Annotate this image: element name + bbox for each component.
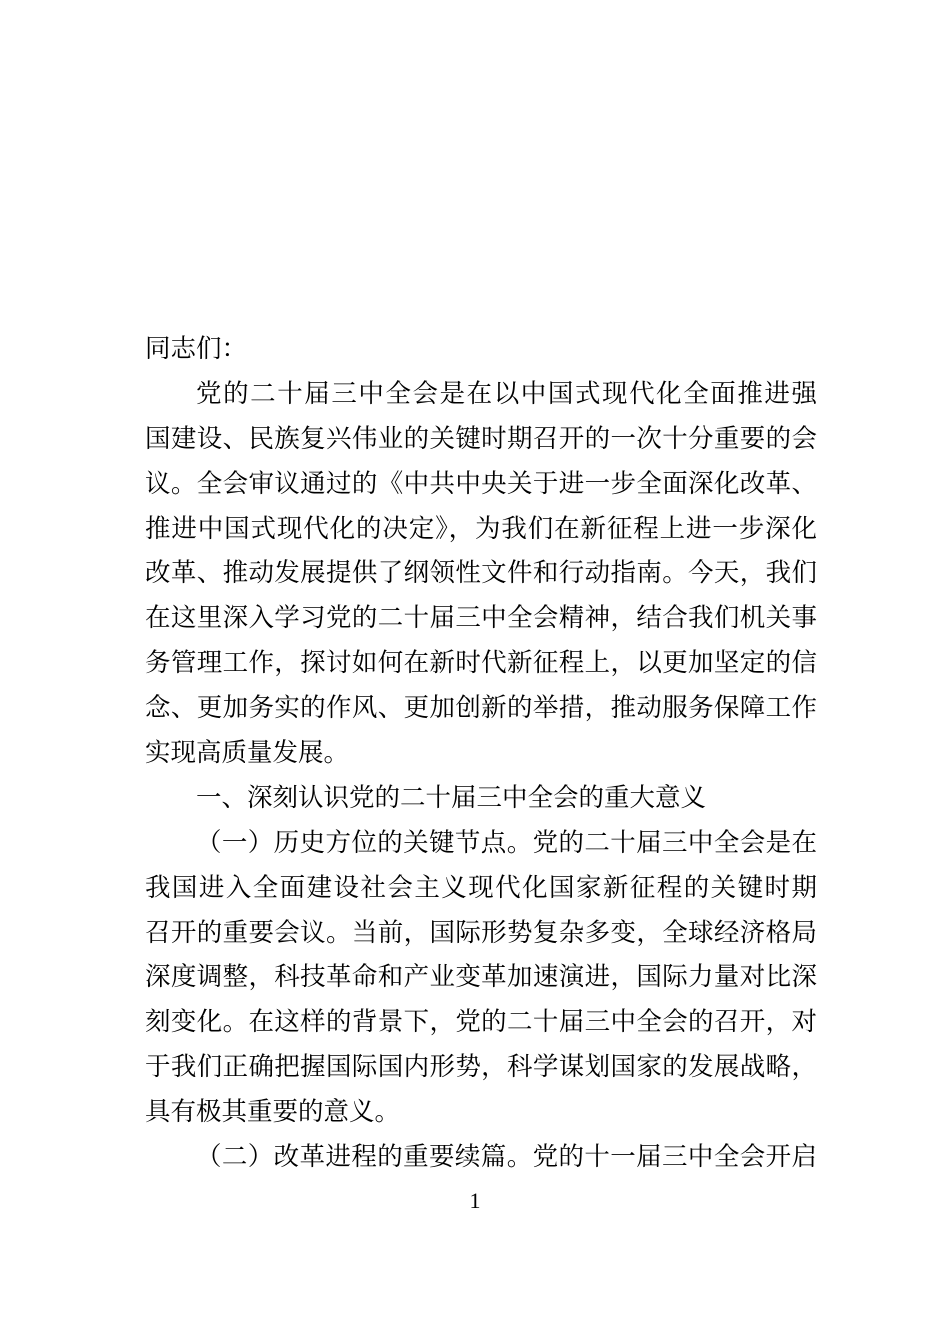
paragraph-line: 召开的重要会议。当前，国际形势复杂多变，全球经济格局 bbox=[145, 917, 817, 948]
page-number: 1 bbox=[469, 1188, 481, 1213]
paragraph-line: 党的二十届三中全会是在以中国式现代化全面推进强 bbox=[196, 378, 817, 409]
paragraph-2 bbox=[145, 821, 817, 1135]
paragraph-line: （一）历史方位的关键节点。党的二十届三中全会是在 bbox=[196, 827, 817, 858]
paragraph-line: 议。全会审议通过的《中共中央关于进一步全面深化改革、 bbox=[145, 468, 817, 499]
paragraph-line: 具有极其重要的意义。 bbox=[145, 1097, 401, 1128]
paragraph-line: 务管理工作，探讨如何在新时代新征程上，以更加坚定的信 bbox=[145, 648, 817, 679]
paragraph-line: 改革、推动发展提供了纲领性文件和行动指南。今天，我们 bbox=[145, 558, 817, 589]
paragraph-line: 念、更加务实的作风、更加创新的举措，推动服务保障工作 bbox=[145, 693, 817, 724]
section-heading: 一、深刻认识党的二十届三中全会的重大意义 bbox=[196, 782, 707, 813]
paragraph-line: 实现高质量发展。 bbox=[145, 738, 350, 769]
document-body bbox=[145, 327, 817, 1180]
paragraph-line: 我国进入全面建设社会主义现代化国家新征程的关键时期 bbox=[145, 872, 817, 903]
paragraph-line: （二）改革进程的重要续篇。党的十一届三中全会开启 bbox=[196, 1142, 817, 1173]
paragraph-line: 国建设、民族复兴伟业的关键时期召开的一次十分重要的会 bbox=[145, 423, 817, 454]
paragraph-3 bbox=[145, 1135, 817, 1180]
paragraph-1 bbox=[145, 372, 817, 776]
salutation: 同志们： bbox=[145, 334, 248, 364]
paragraph-line: 刻变化。在这样的背景下，党的二十届三中全会的召开，对 bbox=[145, 1007, 817, 1038]
paragraph-line: 深度调整，科技革命和产业变革加速演进，国际力量对比深 bbox=[145, 962, 817, 993]
paragraph-line: 推进中国式现代化的决定》，为我们在新征程上进一步深化 bbox=[145, 513, 817, 544]
paragraph-line: 在这里深入学习党的二十届三中全会精神，结合我们机关事 bbox=[145, 603, 817, 634]
paragraph-line: 于我们正确把握国际国内形势，科学谋划国家的发展战略， bbox=[145, 1052, 817, 1083]
